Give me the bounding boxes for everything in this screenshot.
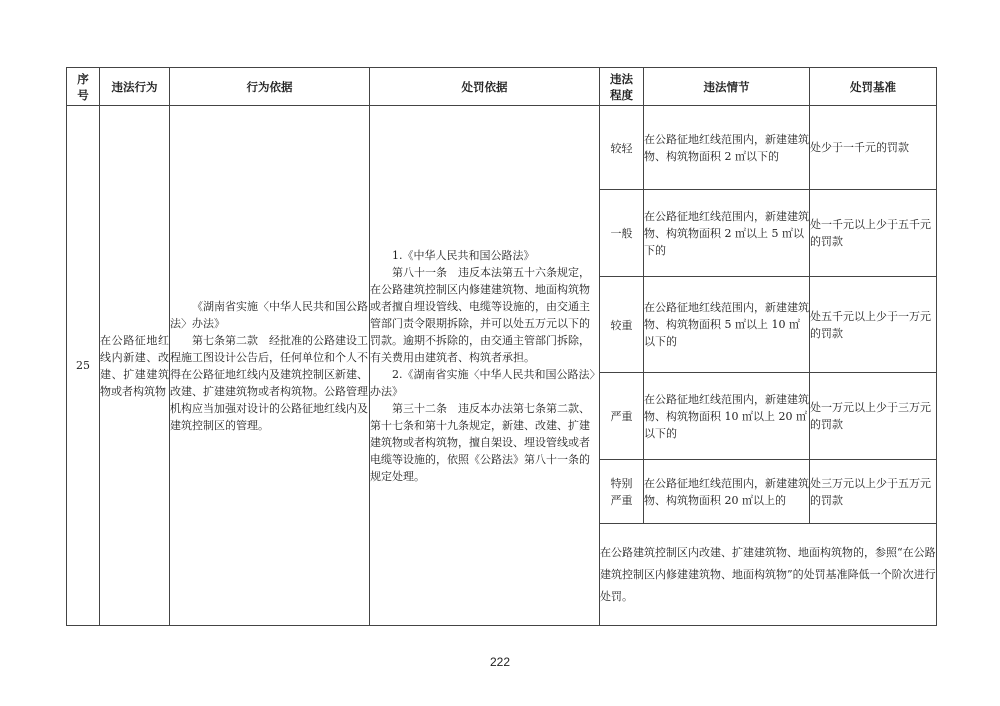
degree-cell: 较重 [600,277,644,373]
degree-cell: 特别 严重 [600,460,644,524]
standard-cell: 处五千元以上少于一万元的罚款 [810,277,937,373]
header-penalty-basis: 处罚依据 [370,68,600,106]
penalty-table [66,67,937,626]
basis-title: 《湖南省实施〈中华人民共和国公路法〉办法》 [170,299,368,330]
circumstance-cell: 在公路征地红线范围内，新建建筑物、构筑物面积 20 ㎡以上的 [644,460,810,524]
penalty-law-1-clause: 第八十一条 违反本法第五十六条规定，在公路建筑控制区内修建建筑物、地面构筑物或者擅自埋设管线、电缆等设施的，由交通主管部门责令限期拆除，并可以处五万元以下的罚款。逾期不拆除的，由交通主管部门拆除，有关费用由建筑者、构筑者承担。 [370,265,590,364]
header-basis: 行为依据 [170,68,370,106]
header-seq: 序 号 [67,68,100,106]
note-cell: 在公路建筑控制区内改建、扩建建筑物、地面构筑物的，参照“在公路建筑控制区内修建建筑物、地面构筑物”的处罚基准降低一个阶次进行处罚。 [600,524,937,626]
seq-cell: 25 [67,106,100,626]
degree-cell: 一般 [600,190,644,277]
page-number: 222 [489,655,511,669]
penalty-law-2-clause: 第三十二条 违反本办法第七条第二款、第十七条和第十九条规定，新建、改建、扩建建筑物或者构筑物，擅自架设、埋设管线或者电缆等设施的，依照《公路法》第八十一条的规定处理。 [370,401,590,483]
penalty-basis-cell [370,106,600,626]
header-circumstance: 违法情节 [644,68,810,106]
header-behavior: 违法行为 [100,68,170,106]
basis-cell [170,106,370,626]
header-row [67,68,937,106]
degree-cell: 严重 [600,373,644,460]
circumstance-cell: 在公路征地红线范围内，新建建筑物、构筑物面积 5 ㎡以上 10 ㎡以下的 [644,277,810,373]
behavior-cell: 在公路征地红线内新建、改建、扩建建筑物或者构筑物 [100,106,170,626]
header-standard: 处罚基准 [810,68,937,106]
circumstance-cell: 在公路征地红线范围内，新建建筑物、构筑物面积 2 ㎡以下的 [644,106,810,190]
penalty-law-2-title: 2.《湖南省实施〈中华人民共和国公路法〉办法》 [370,367,595,398]
circumstance-cell: 在公路征地红线范围内，新建建筑物、构筑物面积 2 ㎡以上 5 ㎡以下的 [644,190,810,277]
header-degree: 违法 程度 [600,68,644,106]
standard-cell: 处一千元以上少于五千元的罚款 [810,190,937,277]
penalty-law-1-title: 1.《中华人民共和国公路法》 [392,248,535,262]
standard-cell: 处三万元以上少于五万元的罚款 [810,460,937,524]
degree-cell: 较轻 [600,106,644,190]
circumstance-cell: 在公路征地红线范围内，新建建筑物、构筑物面积 10 ㎡以上 20 ㎡以下的 [644,373,810,460]
standard-cell: 处少于一千元的罚款 [810,106,937,190]
basis-clause: 第七条第二款 经批准的公路建设工程施工图设计公告后，任何单位和个人不得在公路征地红线内及建筑控制区新建、改建、扩建建筑物或者构筑物。公路管理机构应当加强对设计的公路征地红线内及建筑控制区的管理。 [170,333,368,432]
standard-cell: 处一万元以上少于三万元的罚款 [810,373,937,460]
table-row [67,106,937,190]
